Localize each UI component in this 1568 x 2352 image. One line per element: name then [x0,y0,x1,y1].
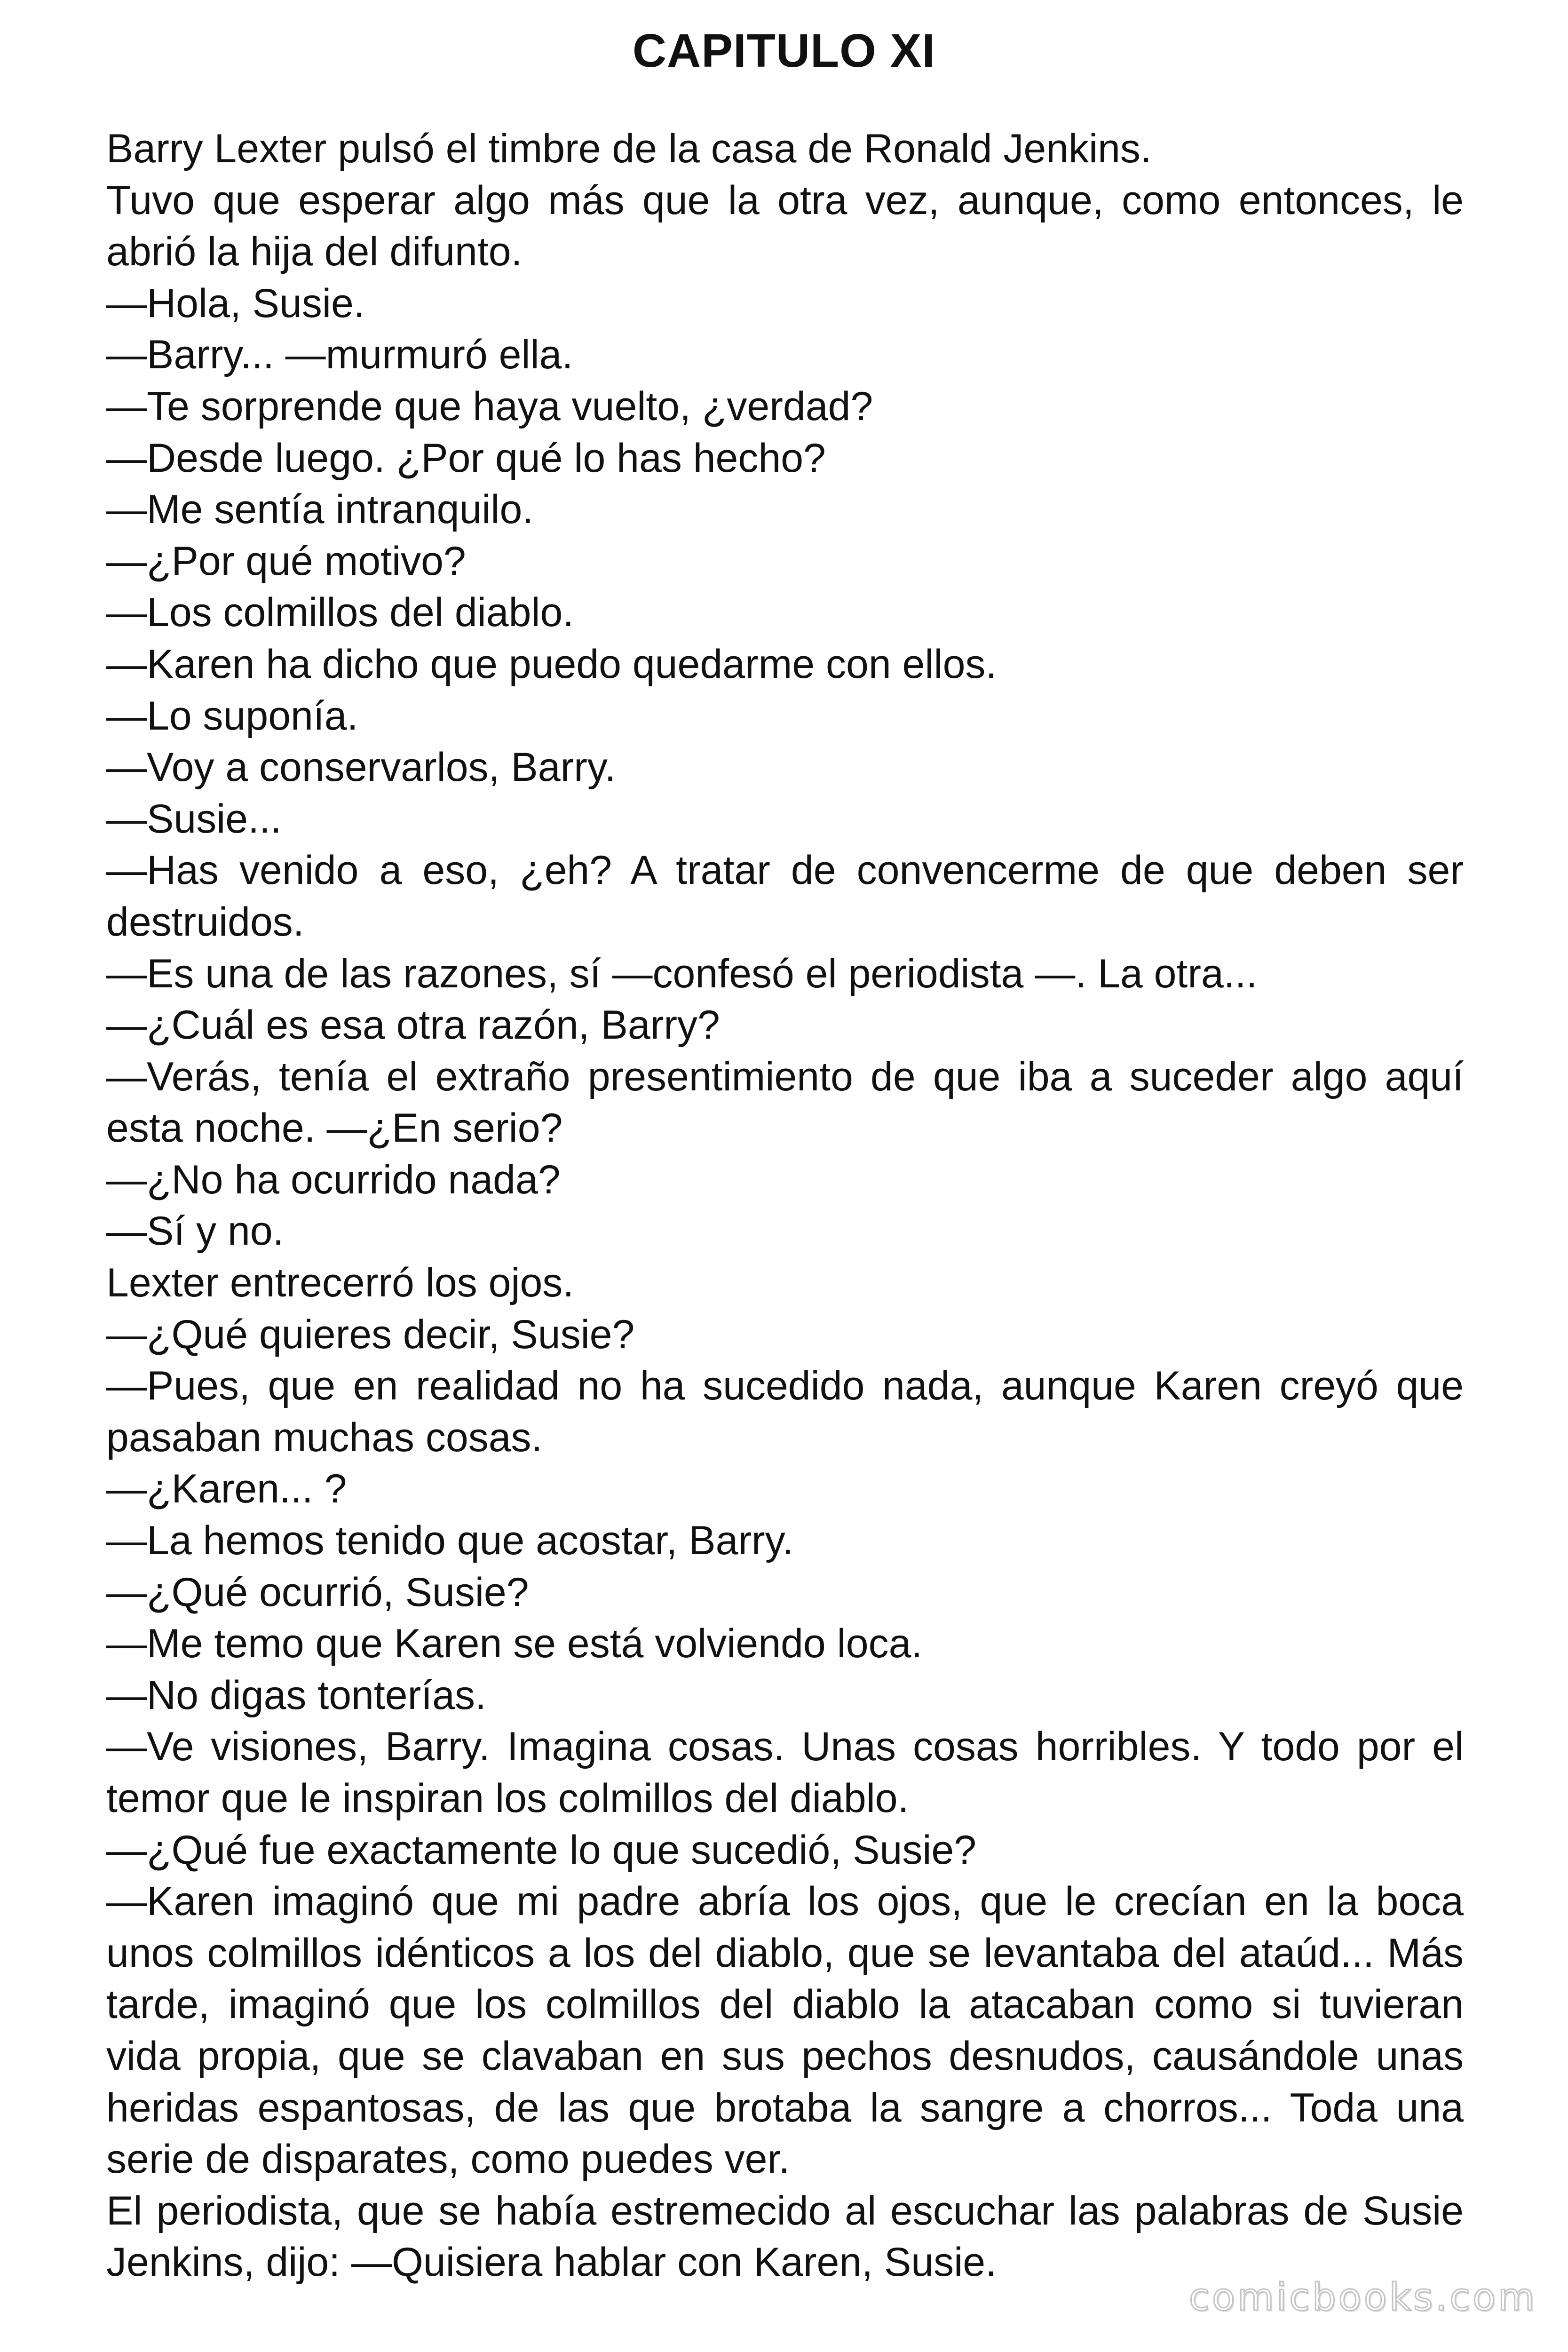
paragraph: —¿Qué ocurrió, Susie? [106,1569,529,1615]
paragraph: —¿Qué quieres decir, Susie? [106,1311,635,1357]
paragraph: —La hemos tenido que acostar, Barry. [106,1518,794,1564]
paragraph: —¿Cuál es esa otra razón, Barry? [106,1002,720,1048]
paragraph: Barry Lexter pulsó el timbre de la casa de Ronald Jenkins. [106,126,1152,171]
chapter-title: CAPITULO XI [632,24,936,77]
paragraph: —Karen imaginó que mi padre abría los ojos, que le crecían en la boca unos colmillos idénticos a los del diablo, que se levantaba del ataúd... Más tarde, imaginó que los colmillos del diablo la atacaban como si tuvieran vida propia, que se clavaban en sus pechos desnudos, causándole unas heridas espantosas, de las que brotaba la sangre a chorros... Toda una serie de disparates, como puedes ver. [106,1879,1464,2182]
paragraph: —¿Karen... ? [106,1466,347,1512]
paragraph: —Me temo que Karen se está volviendo loca. [106,1621,923,1667]
paragraph: —Me sentía intranquilo. [106,487,534,532]
paragraph: —Ve visiones, Barry. Imagina cosas. Unas cosas horribles. Y todo por el temor que le inspiran los colmillos del diablo. [106,1724,1464,1821]
paragraph: —Es una de las razones, sí —confesó el periodista —. La otra... [106,951,1258,996]
paragraph: —Sí y no. [106,1208,284,1254]
paragraph: —Susie... [106,796,282,842]
paragraph: —Barry... —murmuró ella. [106,332,573,378]
paragraph: —¿No ha ocurrido nada? [106,1157,561,1202]
paragraph: —Te sorprende que haya vuelto, ¿verdad? [106,383,873,429]
paragraph: —Pues, que en realidad no ha sucedido nada, aunque Karen creyó que pasaban muchas cosas. [106,1363,1464,1460]
paragraph: —Has venido a eso, ¿eh? A tratar de convencerme de que deben ser destruidos. [106,848,1464,945]
paragraph: —Lo suponía. [106,693,358,739]
paragraph: —Los colmillos del diablo. [106,590,574,636]
watermark: comicbooks.com [1188,2275,1537,2319]
paragraph: Lexter entrecerró los ojos. [106,1260,574,1306]
chapter-body [106,123,1464,2288]
paragraph: Tuvo que esperar algo más que la otra vez, aunque, como entonces, le abrió la hija del difunto. [106,177,1464,275]
paragraph: —Karen ha dicho que puedo quedarme con ellos. [106,641,997,687]
paragraph: —¿Qué fue exactamente lo que sucedió, Susie? [106,1827,977,1873]
paragraph: —Hola, Susie. [106,280,365,326]
paragraph: —¿Por qué motivo? [106,538,466,584]
paragraph: —Desde luego. ¿Por qué lo has hecho? [106,435,826,481]
paragraph: —No digas tonterías. [106,1672,486,1718]
paragraph: —Verás, tenía el extraño presentimiento de que iba a suceder algo aquí esta noche. —¿En serio? [106,1054,1464,1151]
paragraph: El periodista, que se había estremecido al escuchar las palabras de Susie Jenkins, dijo: —Quisiera hablar con Karen, Susie. [106,2188,1464,2285]
paragraph: —Voy a conservarlos, Barry. [106,745,616,790]
